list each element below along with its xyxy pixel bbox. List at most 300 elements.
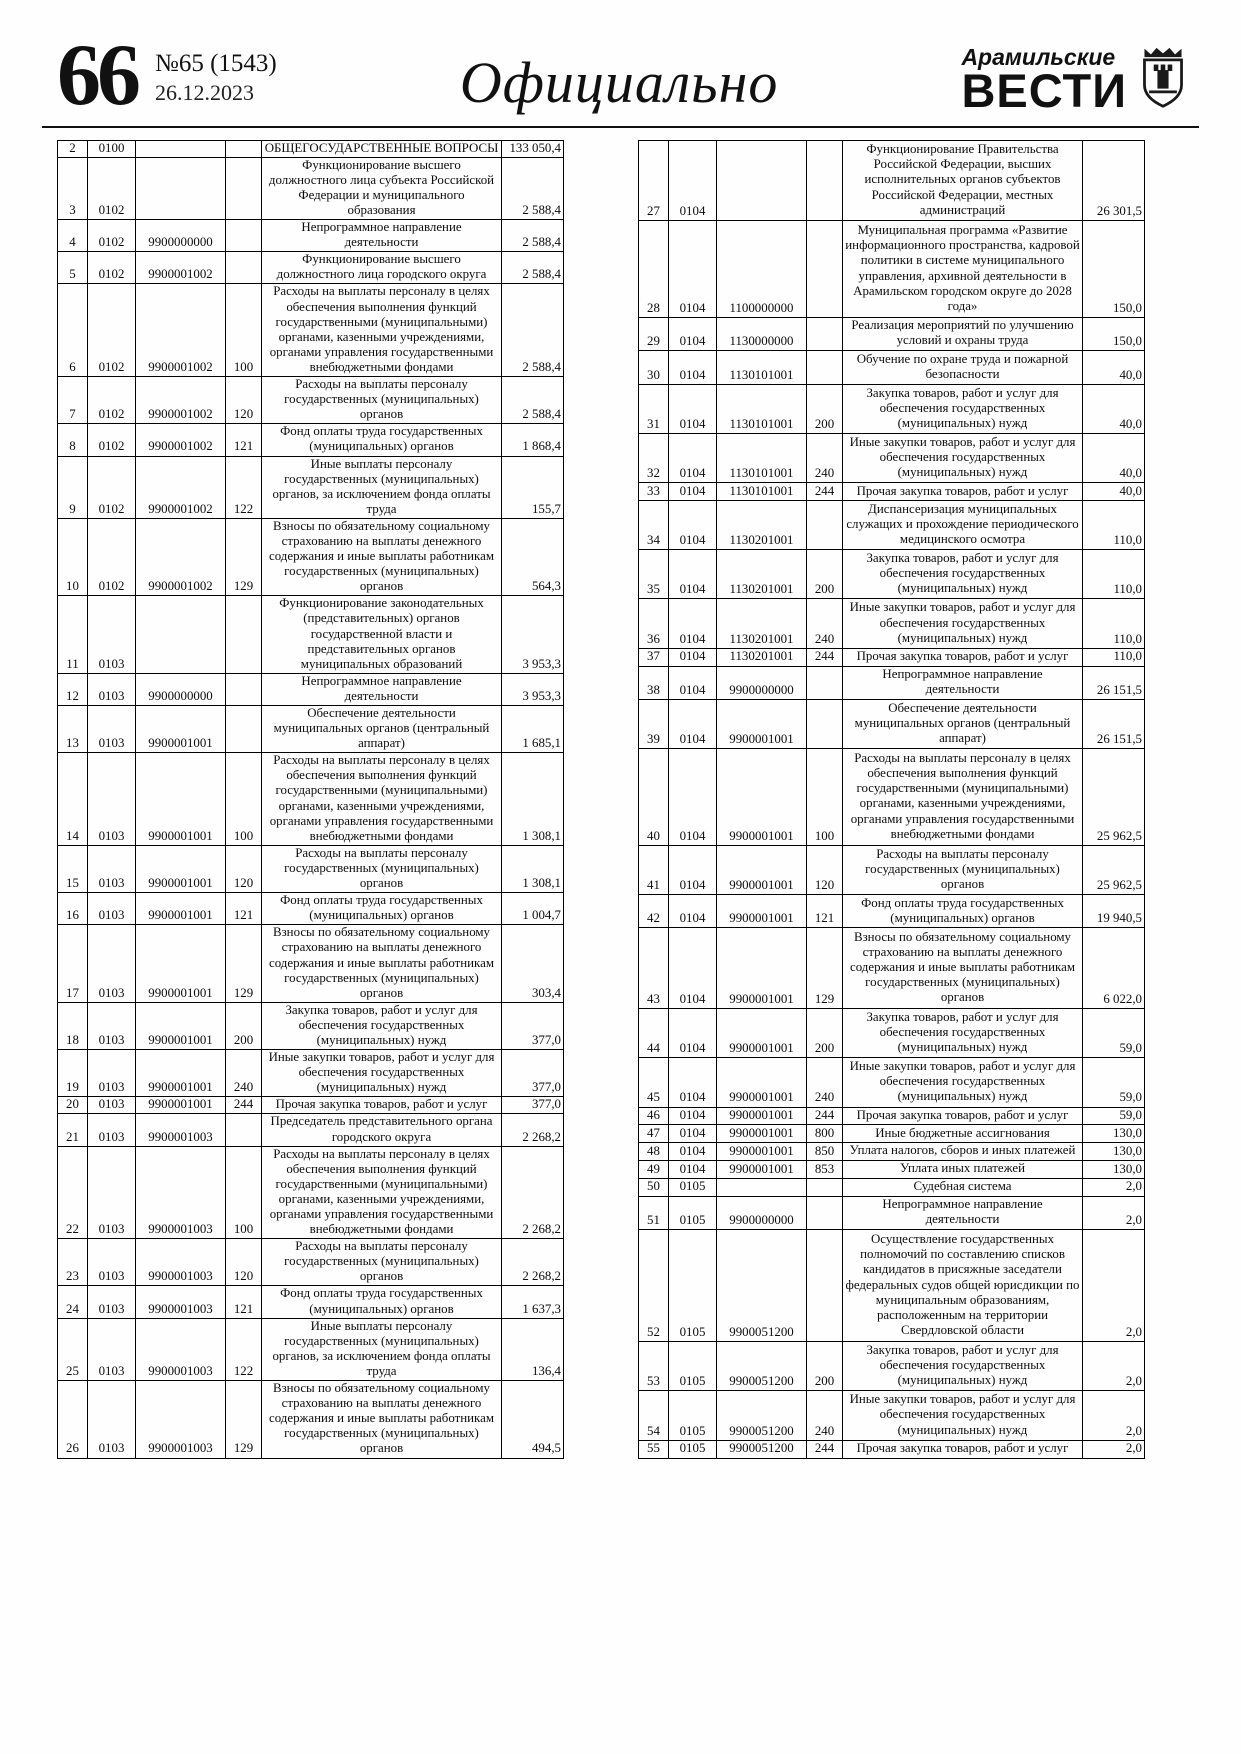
cell-vr: 121 — [226, 424, 262, 456]
cell-sum: 26 301,5 — [1083, 140, 1145, 221]
cell-sum: 155,7 — [502, 456, 564, 518]
cell-vr: 244 — [226, 1097, 262, 1114]
cell-csr: 1130201001 — [717, 648, 807, 666]
cell-rz: 0104 — [669, 666, 717, 700]
cell-vr — [226, 157, 262, 219]
cell-name: Фонд оплаты труда государственных (муниципальных) органов — [262, 424, 502, 456]
cell-name: Иные закупки товаров, работ и услуг для обеспечения государственных (муниципальных) нужд — [843, 1391, 1083, 1440]
table-row — [58, 1146, 564, 1239]
cell-sum: 130,0 — [1083, 1143, 1145, 1161]
cell-rz: 0103 — [88, 753, 136, 846]
table-row — [639, 1230, 1145, 1342]
cell-sum: 110,0 — [1083, 550, 1145, 599]
cell-rz: 0104 — [669, 894, 717, 928]
cell-csr: 9900001001 — [717, 1058, 807, 1107]
cell-vr: 240 — [807, 1058, 843, 1107]
cell-n: 53 — [639, 1342, 669, 1391]
cell-n: 28 — [639, 221, 669, 317]
cell-n: 37 — [639, 648, 669, 666]
cell-name: Функционирование высшего должностного лица городского округа — [262, 252, 502, 284]
cell-rz: 0103 — [88, 596, 136, 673]
cell-rz: 0103 — [88, 1239, 136, 1286]
cell-n: 49 — [639, 1160, 669, 1178]
table-row — [58, 1097, 564, 1114]
cell-name: Закупка товаров, работ и услуг для обеспечения государственных (муниципальных) нужд — [843, 1009, 1083, 1058]
cell-csr: 1130101001 — [717, 483, 807, 501]
cell-name: Обеспечение деятельности муниципальных органов (центральный аппарат) — [843, 700, 1083, 749]
cell-sum: 2 588,4 — [502, 377, 564, 424]
cell-csr: 9900001001 — [717, 700, 807, 749]
cell-n: 26 — [58, 1381, 88, 1458]
cell-n: 43 — [639, 928, 669, 1009]
cell-name: Фонд оплаты труда государственных (муниципальных) органов — [843, 894, 1083, 928]
cell-name: Расходы на выплаты персоналу в целях обеспечения выполнения функций государственными (муниципальными) органами, казенными учреждениями, органами управления государственными внебюджетными фондами — [262, 753, 502, 846]
cell-rz: 0104 — [669, 317, 717, 351]
cell-rz: 0103 — [88, 1318, 136, 1380]
cell-rz: 0103 — [88, 706, 136, 753]
cell-name: Реализация мероприятий по улучшению условий и охраны труда — [843, 317, 1083, 351]
cell-vr — [807, 317, 843, 351]
cell-sum: 564,3 — [502, 518, 564, 595]
cell-vr: 121 — [226, 893, 262, 925]
table-row — [639, 1440, 1145, 1458]
cell-n: 18 — [58, 1002, 88, 1049]
table-row — [639, 550, 1145, 599]
cell-vr: 129 — [226, 1381, 262, 1458]
cell-rz: 0104 — [669, 1143, 717, 1161]
cell-sum: 2 588,4 — [502, 252, 564, 284]
cell-vr: 240 — [807, 599, 843, 648]
cell-sum: 1 685,1 — [502, 706, 564, 753]
table-row — [58, 220, 564, 252]
cell-rz: 0103 — [88, 1097, 136, 1114]
cell-sum: 59,0 — [1083, 1058, 1145, 1107]
cell-sum: 19 940,5 — [1083, 894, 1145, 928]
cell-vr: 200 — [807, 1342, 843, 1391]
cell-csr: 9900001002 — [136, 424, 226, 456]
cell-csr — [136, 596, 226, 673]
cell-n: 35 — [639, 550, 669, 599]
cell-sum: 40,0 — [1083, 351, 1145, 385]
cell-sum: 377,0 — [502, 1002, 564, 1049]
publication-date: 26.12.2023 — [155, 79, 254, 105]
table-row — [639, 1143, 1145, 1161]
table-row — [639, 845, 1145, 894]
cell-vr — [807, 351, 843, 385]
table-row — [58, 673, 564, 705]
cell-sum: 40,0 — [1083, 483, 1145, 501]
cell-n: 42 — [639, 894, 669, 928]
cell-csr: 9900001001 — [717, 1009, 807, 1058]
cell-n: 50 — [639, 1178, 669, 1196]
cell-sum: 130,0 — [1083, 1125, 1145, 1143]
cell-vr: 850 — [807, 1143, 843, 1161]
cell-vr — [807, 1230, 843, 1342]
cell-csr: 9900001001 — [136, 893, 226, 925]
cell-vr: 100 — [226, 753, 262, 846]
cell-vr: 100 — [226, 1146, 262, 1239]
cell-csr: 9900001001 — [717, 1125, 807, 1143]
cell-name: Прочая закупка товаров, работ и услуг — [843, 483, 1083, 501]
cell-vr: 200 — [807, 384, 843, 433]
cell-vr: 240 — [807, 433, 843, 482]
cell-name: Фонд оплаты труда государственных (муниципальных) органов — [262, 1286, 502, 1318]
cell-name: Непрограммное направление деятельности — [843, 1196, 1083, 1230]
table-row — [58, 284, 564, 377]
cell-vr: 200 — [226, 1002, 262, 1049]
cell-vr — [807, 666, 843, 700]
cell-vr: 244 — [807, 1440, 843, 1458]
cell-vr: 100 — [807, 749, 843, 845]
table-row — [58, 1050, 564, 1097]
cell-name: Диспансеризация муниципальных служащих и прохождение периодического медицинского осмотра — [843, 501, 1083, 550]
table-row — [639, 483, 1145, 501]
cell-n: 24 — [58, 1286, 88, 1318]
cell-name: Судебная система — [843, 1178, 1083, 1196]
cell-vr: 240 — [226, 1050, 262, 1097]
table-row — [58, 845, 564, 892]
cell-vr — [807, 700, 843, 749]
cell-sum: 136,4 — [502, 1318, 564, 1380]
cell-rz: 0104 — [669, 1009, 717, 1058]
cell-sum: 110,0 — [1083, 501, 1145, 550]
cell-csr — [717, 1178, 807, 1196]
cell-name: Иные выплаты персоналу государственных (муниципальных) органов, за исключением фонда оплаты труда — [262, 456, 502, 518]
cell-vr: 853 — [807, 1160, 843, 1178]
cell-n: 27 — [639, 140, 669, 221]
cell-name: Расходы на выплаты персоналу государственных (муниципальных) органов — [262, 845, 502, 892]
cell-name: Председатель представительного органа городского округа — [262, 1114, 502, 1146]
cell-rz: 0103 — [88, 1050, 136, 1097]
cell-n: 34 — [639, 501, 669, 550]
table-row — [58, 925, 564, 1002]
cell-vr: 200 — [807, 1009, 843, 1058]
cell-csr: 9900001003 — [136, 1239, 226, 1286]
cell-csr: 9900001001 — [136, 1002, 226, 1049]
issue-number: №65 (1543) — [155, 50, 277, 77]
cell-name: Прочая закупка товаров, работ и услуг — [843, 1107, 1083, 1125]
table-row — [639, 351, 1145, 385]
cell-csr: 9900001001 — [717, 845, 807, 894]
cell-rz: 0102 — [88, 377, 136, 424]
cell-n: 2 — [58, 140, 88, 157]
brand-name-top: Арамильские — [961, 44, 1116, 70]
cell-n: 38 — [639, 666, 669, 700]
cell-csr: 9900001001 — [717, 928, 807, 1009]
cell-name: Непрограммное направление деятельности — [262, 220, 502, 252]
cell-name: Закупка товаров, работ и услуг для обеспечения государственных (муниципальных) нужд — [843, 384, 1083, 433]
table-row — [58, 1318, 564, 1380]
cell-csr: 9900001001 — [717, 894, 807, 928]
cell-n: 5 — [58, 252, 88, 284]
cell-vr: 129 — [226, 925, 262, 1002]
cell-name: Функционирование Правительства Российской Федерации, высших исполнительных органов субъектов Российской Федерации, местных администраций — [843, 140, 1083, 221]
table-row — [58, 518, 564, 595]
cell-n: 39 — [639, 700, 669, 749]
cell-n: 22 — [58, 1146, 88, 1239]
table-row — [639, 700, 1145, 749]
cell-vr — [807, 1196, 843, 1230]
cell-csr: 9900001002 — [136, 377, 226, 424]
brand-text — [961, 44, 1127, 117]
cell-sum: 1 308,1 — [502, 753, 564, 846]
cell-rz: 0104 — [669, 1160, 717, 1178]
cell-n: 46 — [639, 1107, 669, 1125]
cell-rz: 0102 — [88, 518, 136, 595]
cell-n: 8 — [58, 424, 88, 456]
cell-csr — [717, 140, 807, 221]
cell-rz: 0105 — [669, 1230, 717, 1342]
table-row — [58, 456, 564, 518]
cell-name: Взносы по обязательному социальному страхованию на выплаты денежного содержания и иные выплаты работникам государственных (муниципальных) органов — [843, 928, 1083, 1009]
cell-csr: 9900001003 — [136, 1114, 226, 1146]
cell-name: Взносы по обязательному социальному страхованию на выплаты денежного содержания и иные выплаты работникам государственных (муниципальных) органов — [262, 518, 502, 595]
cell-vr — [226, 706, 262, 753]
cell-n: 32 — [639, 433, 669, 482]
cell-rz: 0104 — [669, 599, 717, 648]
cell-vr: 800 — [807, 1125, 843, 1143]
table-row — [639, 1107, 1145, 1125]
cell-rz: 0104 — [669, 648, 717, 666]
cell-name: Иные закупки товаров, работ и услуг для обеспечения государственных (муниципальных) нужд — [262, 1050, 502, 1097]
cell-csr: 1130101001 — [717, 433, 807, 482]
table-row — [58, 1381, 564, 1458]
cell-sum: 110,0 — [1083, 599, 1145, 648]
cell-sum: 2 588,4 — [502, 157, 564, 219]
table-row — [639, 1178, 1145, 1196]
cell-rz: 0102 — [88, 220, 136, 252]
cell-name: Муниципальная программа «Развитие информационного пространства, кадровой политики в системе муниципального управления, архивной деятельности в Арамильском городском округе до 2028 года» — [843, 221, 1083, 317]
cell-name: Расходы на выплаты персоналу государственных (муниципальных) органов — [843, 845, 1083, 894]
table-row — [639, 1160, 1145, 1178]
cell-sum: 2,0 — [1083, 1391, 1145, 1440]
cell-sum: 303,4 — [502, 925, 564, 1002]
cell-vr: 120 — [226, 845, 262, 892]
table-row — [639, 221, 1145, 317]
table-row — [639, 1058, 1145, 1107]
cell-name: Прочая закупка товаров, работ и услуг — [843, 648, 1083, 666]
cell-name: Расходы на выплаты персоналу в целях обеспечения выполнения функций государственными (муниципальными) органами, казенными учреждениями, органами управления государственными внебюджетными фондами — [843, 749, 1083, 845]
cell-vr: 244 — [807, 483, 843, 501]
cell-n: 55 — [639, 1440, 669, 1458]
cell-vr: 121 — [807, 894, 843, 928]
cell-vr: 122 — [226, 1318, 262, 1380]
budget-table-left — [57, 140, 564, 1459]
cell-n: 23 — [58, 1239, 88, 1286]
cell-sum: 2,0 — [1083, 1178, 1145, 1196]
cell-n: 13 — [58, 706, 88, 753]
cell-vr: 120 — [226, 1239, 262, 1286]
cell-n: 47 — [639, 1125, 669, 1143]
cell-rz: 0103 — [88, 893, 136, 925]
masthead — [0, 0, 1241, 124]
cell-rz: 0105 — [669, 1342, 717, 1391]
cell-csr: 9900001001 — [136, 706, 226, 753]
cell-n: 14 — [58, 753, 88, 846]
cell-sum: 26 151,5 — [1083, 666, 1145, 700]
cell-name: Обеспечение деятельности муниципальных органов (центральный аппарат) — [262, 706, 502, 753]
cell-csr — [136, 140, 226, 157]
cell-n: 6 — [58, 284, 88, 377]
cell-name: Расходы на выплаты персоналу в целях обеспечения выполнения функций государственными (муниципальными) органами, казенными учреждениями, органами управления государственными внебюджетными фондами — [262, 1146, 502, 1239]
cell-rz: 0103 — [88, 1286, 136, 1318]
cell-rz: 0102 — [88, 252, 136, 284]
cell-sum: 40,0 — [1083, 384, 1145, 433]
cell-rz: 0104 — [669, 1058, 717, 1107]
cell-name: Фонд оплаты труда государственных (муниципальных) органов — [262, 893, 502, 925]
coat-of-arms-icon — [1137, 46, 1189, 109]
table-row — [58, 252, 564, 284]
cell-rz: 0102 — [88, 456, 136, 518]
cell-csr — [136, 157, 226, 219]
cell-vr — [807, 1178, 843, 1196]
cell-n: 21 — [58, 1114, 88, 1146]
cell-name: Прочая закупка товаров, работ и услуг — [843, 1440, 1083, 1458]
cell-name: Прочая закупка товаров, работ и услуг — [262, 1097, 502, 1114]
cell-csr: 9900001002 — [136, 456, 226, 518]
table-row — [639, 384, 1145, 433]
cell-rz: 0105 — [669, 1440, 717, 1458]
cell-sum: 2 268,2 — [502, 1239, 564, 1286]
table-columns — [0, 140, 1241, 1459]
table-row — [639, 317, 1145, 351]
cell-csr: 1130201001 — [717, 550, 807, 599]
cell-rz: 0103 — [88, 1002, 136, 1049]
cell-rz: 0104 — [669, 433, 717, 482]
table-row — [639, 433, 1145, 482]
cell-sum: 2 268,2 — [502, 1114, 564, 1146]
cell-csr: 9900001003 — [136, 1146, 226, 1239]
cell-sum: 150,0 — [1083, 317, 1145, 351]
cell-csr: 9900051200 — [717, 1342, 807, 1391]
cell-csr: 9900000000 — [136, 220, 226, 252]
table-row — [639, 894, 1145, 928]
cell-n: 52 — [639, 1230, 669, 1342]
table-row — [58, 706, 564, 753]
cell-csr: 9900001003 — [136, 1381, 226, 1458]
cell-csr: 9900001003 — [136, 1318, 226, 1380]
cell-n: 19 — [58, 1050, 88, 1097]
table-row — [58, 1239, 564, 1286]
cell-n: 40 — [639, 749, 669, 845]
cell-n: 7 — [58, 377, 88, 424]
cell-vr: 122 — [226, 456, 262, 518]
cell-csr: 9900000000 — [136, 673, 226, 705]
cell-rz: 0105 — [669, 1178, 717, 1196]
cell-sum: 494,5 — [502, 1381, 564, 1458]
cell-sum: 1 868,4 — [502, 424, 564, 456]
cell-n: 20 — [58, 1097, 88, 1114]
cell-name: Осуществление государственных полномочий по составлению списков кандидатов в присяжные заседатели федеральных судов общей юрисдикции по муниципальным образованиям, расположенным на территории Свердловской области — [843, 1230, 1083, 1342]
table-row — [639, 1391, 1145, 1440]
cell-rz: 0103 — [88, 673, 136, 705]
cell-rz: 0104 — [669, 1125, 717, 1143]
table-row — [639, 599, 1145, 648]
cell-n: 9 — [58, 456, 88, 518]
cell-sum: 2 588,4 — [502, 284, 564, 377]
table-row — [639, 140, 1145, 221]
cell-sum: 2,0 — [1083, 1440, 1145, 1458]
cell-name: Функционирование законодательных (представительных) органов государственной власти и представительных органов муниципальных образований — [262, 596, 502, 673]
cell-vr: 240 — [807, 1391, 843, 1440]
cell-sum: 3 953,3 — [502, 673, 564, 705]
cell-name: Уплата налогов, сборов и иных платежей — [843, 1143, 1083, 1161]
cell-n: 48 — [639, 1143, 669, 1161]
table-row — [58, 377, 564, 424]
cell-sum: 2,0 — [1083, 1196, 1145, 1230]
table-row — [58, 1114, 564, 1146]
cell-n: 51 — [639, 1196, 669, 1230]
cell-csr: 9900051200 — [717, 1230, 807, 1342]
table-row — [639, 1009, 1145, 1058]
cell-sum: 1 004,7 — [502, 893, 564, 925]
cell-vr: 244 — [807, 1107, 843, 1125]
cell-csr: 9900001002 — [136, 284, 226, 377]
cell-vr: 120 — [807, 845, 843, 894]
cell-sum: 25 962,5 — [1083, 749, 1145, 845]
cell-rz: 0104 — [669, 845, 717, 894]
table-row — [639, 1196, 1145, 1230]
cell-sum: 1 637,3 — [502, 1286, 564, 1318]
cell-rz: 0103 — [88, 925, 136, 1002]
cell-sum: 133 050,4 — [502, 140, 564, 157]
cell-csr: 9900001001 — [136, 753, 226, 846]
table-row — [58, 1002, 564, 1049]
cell-name: ОБЩЕГОСУДАРСТВЕННЫЕ ВОПРОСЫ — [262, 140, 502, 157]
cell-name: Закупка товаров, работ и услуг для обеспечения государственных (муниципальных) нужд — [843, 550, 1083, 599]
cell-sum: 26 151,5 — [1083, 700, 1145, 749]
cell-rz: 0103 — [88, 1381, 136, 1458]
cell-sum: 2,0 — [1083, 1230, 1145, 1342]
cell-vr: 100 — [226, 284, 262, 377]
budget-table-right — [638, 140, 1145, 1459]
table-row — [639, 749, 1145, 845]
cell-csr: 1130201001 — [717, 501, 807, 550]
table-row — [58, 893, 564, 925]
cell-vr — [226, 673, 262, 705]
cell-name: Уплата иных платежей — [843, 1160, 1083, 1178]
cell-n: 31 — [639, 384, 669, 433]
section-title: Официально — [459, 50, 779, 115]
cell-rz: 0104 — [669, 140, 717, 221]
table-row — [639, 1342, 1145, 1391]
cell-name: Взносы по обязательному социальному страхованию на выплаты денежного содержания и иные выплаты работникам государственных (муниципальных) органов — [262, 1381, 502, 1458]
cell-vr — [226, 140, 262, 157]
cell-rz: 0104 — [669, 700, 717, 749]
issue-block — [155, 40, 277, 106]
cell-rz: 0102 — [88, 284, 136, 377]
cell-n: 45 — [639, 1058, 669, 1107]
cell-name: Иные выплаты персоналу государственных (муниципальных) органов, за исключением фонда оплаты труда — [262, 1318, 502, 1380]
cell-sum: 2 588,4 — [502, 220, 564, 252]
cell-vr — [226, 252, 262, 284]
brand-name-bottom: ВЕСТИ — [961, 64, 1127, 117]
cell-vr: 120 — [226, 377, 262, 424]
cell-name: Иные закупки товаров, работ и услуг для обеспечения государственных (муниципальных) нужд — [843, 433, 1083, 482]
cell-vr — [807, 501, 843, 550]
masthead-left — [57, 27, 277, 124]
cell-csr: 9900001001 — [136, 925, 226, 1002]
cell-n: 30 — [639, 351, 669, 385]
cell-csr: 9900001001 — [136, 845, 226, 892]
cell-name: Непрограммное направление деятельности — [843, 666, 1083, 700]
cell-rz: 0104 — [669, 749, 717, 845]
cell-csr: 1130201001 — [717, 599, 807, 648]
cell-sum: 6 022,0 — [1083, 928, 1145, 1009]
cell-rz: 0102 — [88, 157, 136, 219]
cell-rz: 0102 — [88, 424, 136, 456]
cell-rz: 0100 — [88, 140, 136, 157]
